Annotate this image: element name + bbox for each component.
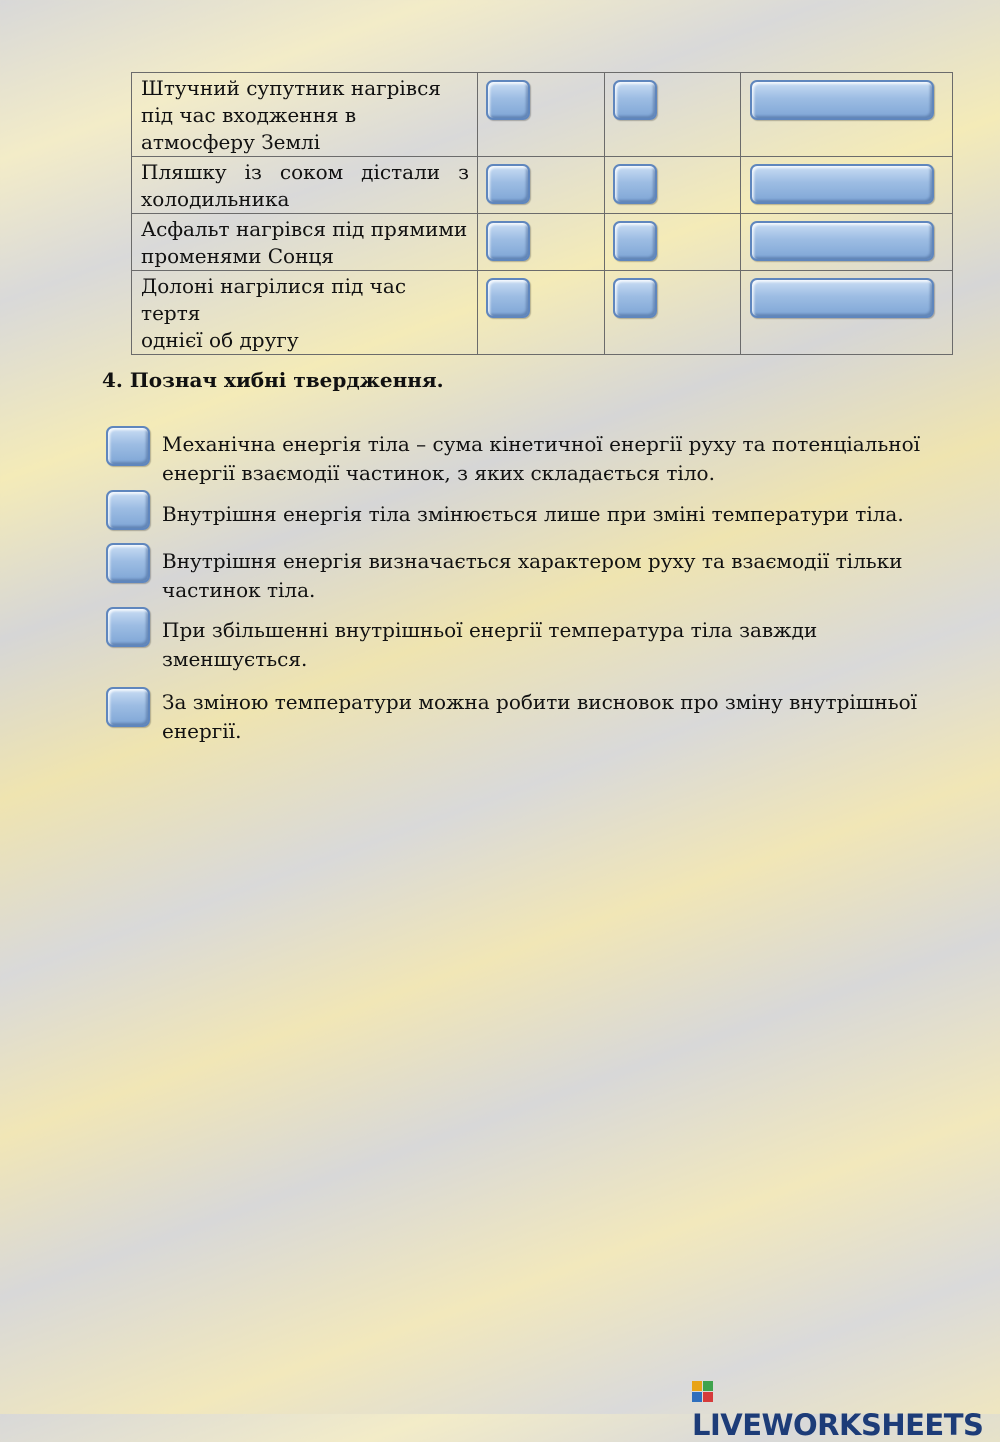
- liveworksheets-logo: [692, 1374, 1000, 1442]
- statement-line: За зміною температури можна робити висновок про зміну внутрішньої: [162, 690, 918, 714]
- checkbox-column-1[interactable]: [486, 278, 530, 318]
- statement-line: Механічна енергія тіла – сума кінетичної енергії руху та потенціальної: [162, 432, 921, 456]
- checkbox-column-1[interactable]: [486, 164, 530, 204]
- table-row: [132, 271, 953, 355]
- statement-text: [162, 688, 932, 746]
- statement-line: Внутрішня енергія визначається характером руху та взаємодії тільки: [162, 549, 903, 573]
- statement-line: енергії.: [162, 719, 242, 743]
- checkbox-column-2[interactable]: [613, 80, 657, 120]
- answer-dropdown[interactable]: [750, 278, 934, 318]
- statement-checkbox[interactable]: [106, 490, 150, 530]
- statement-line: енергії взаємодії частинок, з яких складається тіло.: [162, 461, 715, 485]
- logo-icon: [692, 1381, 714, 1403]
- row-description: [132, 271, 478, 355]
- row-text-line: атмосферу Землі: [141, 130, 321, 154]
- row-text-line: Асфальт нагрівся під прямими: [141, 217, 468, 241]
- row-text-line: променями Сонця: [141, 244, 334, 268]
- statement-text: [162, 430, 932, 488]
- row-text-line: холодильника: [141, 187, 290, 211]
- statement-text: [162, 547, 932, 605]
- table-row: [132, 73, 953, 157]
- statement-checkbox[interactable]: [106, 607, 150, 647]
- task-4-heading: 4. Познач хибні твердження.: [102, 368, 444, 392]
- row-description: [132, 157, 478, 214]
- row-text-line: Штучний супутник нагрівся: [141, 76, 441, 100]
- logo-text: LIVEWORKSHEETS: [692, 1408, 984, 1442]
- answer-dropdown[interactable]: [750, 164, 934, 204]
- statement-line: частинок тіла.: [162, 578, 316, 602]
- statement-line: При збільшенні внутрішньої енергії температура тіла завжди: [162, 618, 818, 642]
- checkbox-column-2[interactable]: [613, 164, 657, 204]
- table-row: [132, 157, 953, 214]
- row-description: [132, 73, 478, 157]
- statement-checkbox[interactable]: [106, 426, 150, 466]
- checkbox-column-1[interactable]: [486, 221, 530, 261]
- statement-checkbox[interactable]: [106, 687, 150, 727]
- answer-dropdown[interactable]: [750, 80, 934, 120]
- statement-checkbox[interactable]: [106, 543, 150, 583]
- row-text-line: однієї об другу: [141, 328, 299, 352]
- row-text-line: Долоні нагрілися під час тертя: [141, 274, 407, 325]
- answer-table: [131, 72, 953, 355]
- statement-line: зменшується.: [162, 647, 308, 671]
- statement-text: [162, 500, 932, 529]
- checkbox-column-2[interactable]: [613, 278, 657, 318]
- row-text-line: під час входження в: [141, 103, 357, 127]
- row-description: [132, 214, 478, 271]
- answer-dropdown[interactable]: [750, 221, 934, 261]
- checkbox-column-2[interactable]: [613, 221, 657, 261]
- table-row: [132, 214, 953, 271]
- statement-line: Внутрішня енергія тіла змінюється лише при зміні температури тіла.: [162, 502, 904, 526]
- statement-text: [162, 616, 932, 674]
- row-text-line: Пляшку із соком дістали з: [141, 160, 469, 184]
- checkbox-column-1[interactable]: [486, 80, 530, 120]
